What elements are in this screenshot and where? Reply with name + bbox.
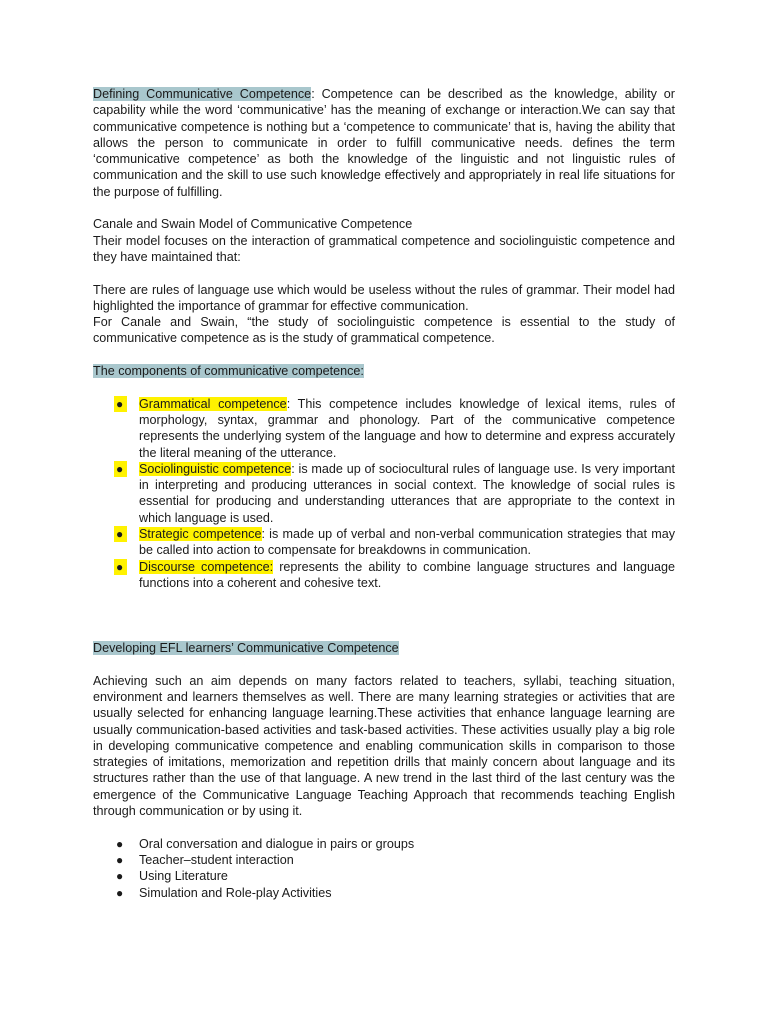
component-term: Discourse competence: xyxy=(139,559,274,574)
component-term: Strategic competence xyxy=(139,527,262,542)
bullet-icon: ● xyxy=(116,885,124,900)
bullet-icon: ● xyxy=(114,396,127,412)
section-heading-developing: Developing EFL learners’ Communicative Competence xyxy=(93,641,399,656)
bullet-icon: ● xyxy=(116,852,124,867)
components-heading: The components of communicative competence: xyxy=(93,364,364,379)
activities-list xyxy=(93,836,675,901)
list-item xyxy=(93,396,675,461)
bullet-icon: ● xyxy=(116,869,124,884)
list-item xyxy=(93,461,675,526)
bullet-icon: ● xyxy=(114,559,127,575)
activity-label: Simulation and Role-play Activities xyxy=(139,885,332,900)
list-item xyxy=(93,852,675,868)
canale-swain-title: Canale and Swain Model of Communicative Competence xyxy=(93,217,413,232)
developing-paragraph: Achieving such an aim depends on many factors related to teachers, syllabi, teaching situation, environment and learners themselves as well. There are many learning strategies or activities that are usually selected for enhancing language learning.These activities that enhance language learning are usually communication-based activities and task-based activities. These activities usually play a big role in developing communicative competence and enabling communication skills in comparison to those strategies of imitations, memorization and repetition drills that mainly concern about language and its structures rather than the use of that language. A new trend in the last third of the last century was the emergence of the Communicative Language Teaching Approach that recommends teaching English through communication or by using it. xyxy=(93,673,675,819)
list-item xyxy=(93,885,675,901)
canale-swain-para2: For Canale and Swain, “the study of sociolinguistic competence is essential to the study of communicative competence as is the study of grammatical competence. xyxy=(93,315,675,346)
bullet-icon: ● xyxy=(114,526,127,542)
component-text: represents the ability to combine language structures and language functions into a coherent and cohesive text. xyxy=(139,559,675,590)
section-heading-defining: Defining Communicative Competence xyxy=(93,87,312,101)
components-heading-line xyxy=(93,363,675,379)
developing-heading-line xyxy=(93,640,675,656)
defining-text: : Competence can be described as the knowledge, ability or capability while the word ‘communicative’ has the meaning of exchange or interaction.We can say that communicative competence is nothing but a ‘competence to communicate’ that is, having the ability that allows the person to communicate in order to fulfill communicative needs. defines the term ‘communicative competence’ as both the knowledge of the linguistic and not linguistic rules of communication and the skill to use such knowledge effectively and appropriately in real life situations for the purpose of fulfilling. xyxy=(93,87,675,199)
document-page xyxy=(93,86,675,901)
activity-label: Using Literature xyxy=(139,869,228,884)
component-text: : is made up of verbal and non-verbal communication strategies that may be called into action to compensate for breakdowns in communication. xyxy=(139,527,675,558)
activity-label: Oral conversation and dialogue in pairs or groups xyxy=(139,836,415,851)
list-item xyxy=(93,836,675,852)
component-text: : is made up of sociocultural rules of language use. Is very important in interpreting and producing utterances in social context. The knowledge of social rules is essential for producing and understanding utterances that are appropriate to the context in which language is used. xyxy=(139,461,676,525)
bullet-icon: ● xyxy=(116,836,124,851)
section-defining-paragraph xyxy=(93,86,675,200)
list-item xyxy=(93,559,675,592)
component-text: : This competence includes knowledge of lexical items, rules of morphology, syntax, grammar and phonology. Part of the communicative competence represents the underlying system of the language and how to determine and express accurately the literal meaning of the utterance. xyxy=(139,396,675,460)
list-item xyxy=(93,868,675,884)
activity-label: Teacher–student interaction xyxy=(139,852,294,867)
components-list xyxy=(93,396,675,592)
bullet-icon: ● xyxy=(114,461,127,477)
canale-swain-para1: There are rules of language use which would be useless without the rules of grammar. Their model had highlighted the importance of grammar for effective communication. xyxy=(93,282,675,313)
component-term: Grammatical competence xyxy=(139,396,287,411)
component-term: Sociolinguistic competence xyxy=(139,461,292,476)
list-item xyxy=(93,526,675,559)
canale-swain-intro: Their model focuses on the interaction of grammatical competence and sociolinguistic competence and they have maintained that: xyxy=(93,233,675,264)
